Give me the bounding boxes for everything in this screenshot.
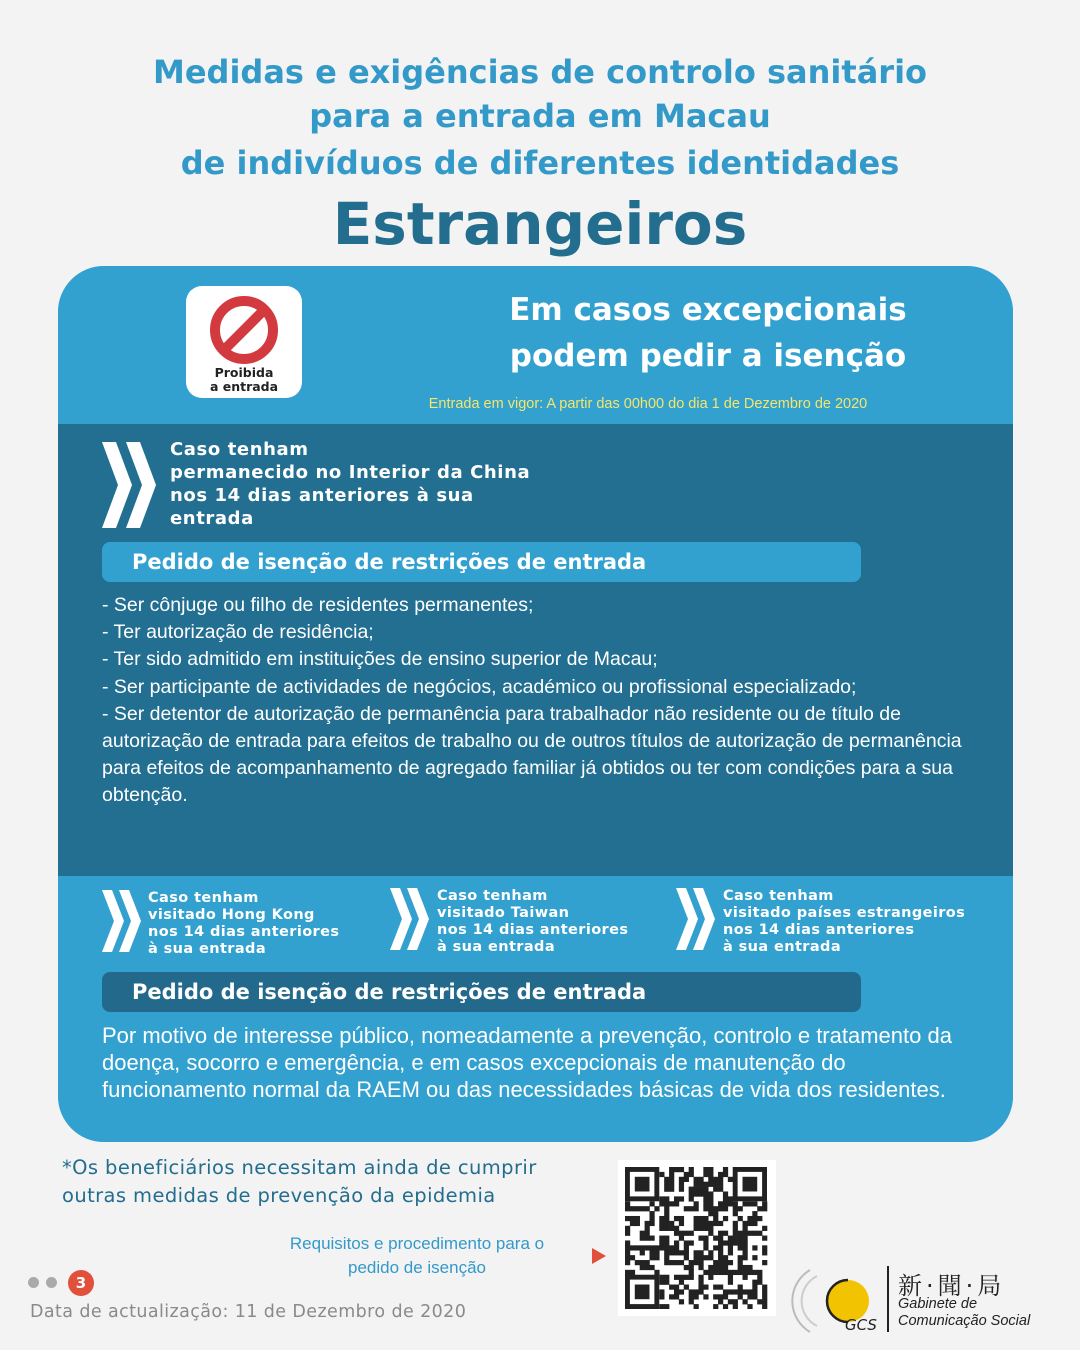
logo-divider <box>887 1266 889 1332</box>
prohibited-entry-badge <box>186 286 302 398</box>
list-item: - Ser detentor de autorização de permanência para trabalhador não residente ou de título de autorização de entrada para efeitos de trabalho ou de outros títulos de autorização de permanência para efeitos de acompanhamento de agregado familiar já obtidos ou ter com condições para a sua obtenção. <box>102 702 962 807</box>
region-foreign-countries <box>723 888 1003 956</box>
china-condition-line: permanecido no Interior da China <box>170 462 531 483</box>
category-title: Estrangeiros <box>332 190 748 258</box>
exemption-request-label: Pedido de isenção de restrições de entrada <box>102 972 861 1012</box>
card-heading-line-2: podem pedir a isenção <box>509 338 907 374</box>
exemption-request-label: Pedido de isenção de restrições de entrada <box>102 542 861 582</box>
chevron-right-icon <box>676 888 716 950</box>
update-date: Data de actualização: 11 de Dezembro de 2020 <box>30 1302 467 1322</box>
page-dot[interactable] <box>46 1277 57 1288</box>
list-item: - Ter autorização de residência; <box>102 621 374 644</box>
region-line: visitado Taiwan <box>437 905 570 921</box>
effective-date: Entrada em vigor: A partir das 00h00 do dia 1 de Dezembro de 2020 <box>428 396 868 412</box>
arrow-right-icon <box>592 1248 606 1268</box>
qr-finder-pattern <box>625 1167 659 1201</box>
qr-caption <box>252 1232 582 1280</box>
page-dot[interactable] <box>28 1277 39 1288</box>
requirements-list <box>102 592 982 810</box>
china-condition-line: entrada <box>170 508 254 529</box>
region-line: nos 14 dias anteriores <box>437 922 629 938</box>
chevron-right-icon <box>390 888 430 950</box>
qr-caption-line: Requisitos e procedimento para o <box>289 1234 545 1253</box>
region-taiwan <box>437 888 717 956</box>
china-condition <box>170 438 650 530</box>
china-condition-line: Caso tenham <box>170 439 309 460</box>
region-line: à sua entrada <box>437 939 556 955</box>
chevron-right-icon <box>102 442 158 528</box>
badge-label-line-1: Proibida <box>214 365 274 380</box>
footnote-line: *Os beneficiários necessitam ainda de cumprir <box>62 1156 537 1179</box>
info-card <box>58 266 1013 1142</box>
list-item: - Ser participante de actividades de negócios, académico ou profissional especializado; <box>102 675 857 698</box>
logo-name-line-1: Gabinete de <box>898 1296 978 1312</box>
logo-name-line-2: Comunicação Social <box>898 1313 1031 1329</box>
china-condition-line: nos 14 dias anteriores à sua <box>170 485 474 506</box>
region-line: nos 14 dias anteriores <box>723 922 915 938</box>
qr-code[interactable] <box>618 1160 776 1316</box>
card-heading-line-1: Em casos excepcionais <box>509 292 907 328</box>
prohibited-icon <box>206 292 282 368</box>
region-line: à sua entrada <box>723 939 842 955</box>
region-line: Caso tenham <box>148 890 259 906</box>
title-line-3: de indivíduos de diferentes identidades <box>180 144 900 182</box>
footnote-line: outras medidas de prevenção da epidemia <box>62 1184 496 1207</box>
region-line: visitado Hong Kong <box>148 907 315 923</box>
gcs-logo <box>790 1262 1070 1340</box>
region-line: nos 14 dias anteriores <box>148 924 340 940</box>
footnote <box>62 1154 602 1210</box>
public-interest-text: Por motivo de interesse público, nomeadamente a prevenção, controlo e tratamento da doença, socorro e emergência, e em casos excepcionais de manutenção do funcionamento normal da RAEM ou das necessidades básicas de vida dos residentes. <box>102 1023 952 1102</box>
region-line: Caso tenham <box>437 888 548 904</box>
list-item: - Ter sido admitido em instituições de ensino superior de Macau; <box>102 648 658 671</box>
region-line: Caso tenham <box>723 888 834 904</box>
qr-code-icon <box>625 1167 769 1309</box>
list-item: - Ser cônjuge ou filho de residentes permanentes; <box>102 594 534 616</box>
gcs-logo-mark <box>790 1262 886 1338</box>
region-line: à sua entrada <box>148 941 267 957</box>
logo-chinese-name: 新·聞·局 <box>898 1272 1006 1300</box>
title-line-2: para a entrada em Macau <box>309 97 771 135</box>
current-page-indicator: 3 <box>68 1270 94 1296</box>
chevron-right-icon <box>102 890 142 952</box>
title-line-1: Medidas e exigências de controlo sanitário <box>152 53 928 91</box>
qr-finder-pattern <box>733 1167 767 1201</box>
qr-caption-line: pedido de isenção <box>347 1258 486 1277</box>
qr-finder-pattern <box>625 1275 659 1309</box>
badge-label-line-2: a entrada <box>209 379 279 394</box>
gcs-logo-text: GCS <box>845 1316 877 1334</box>
region-line: visitado países estrangeiros <box>723 905 966 921</box>
region-hong-kong <box>148 890 428 958</box>
